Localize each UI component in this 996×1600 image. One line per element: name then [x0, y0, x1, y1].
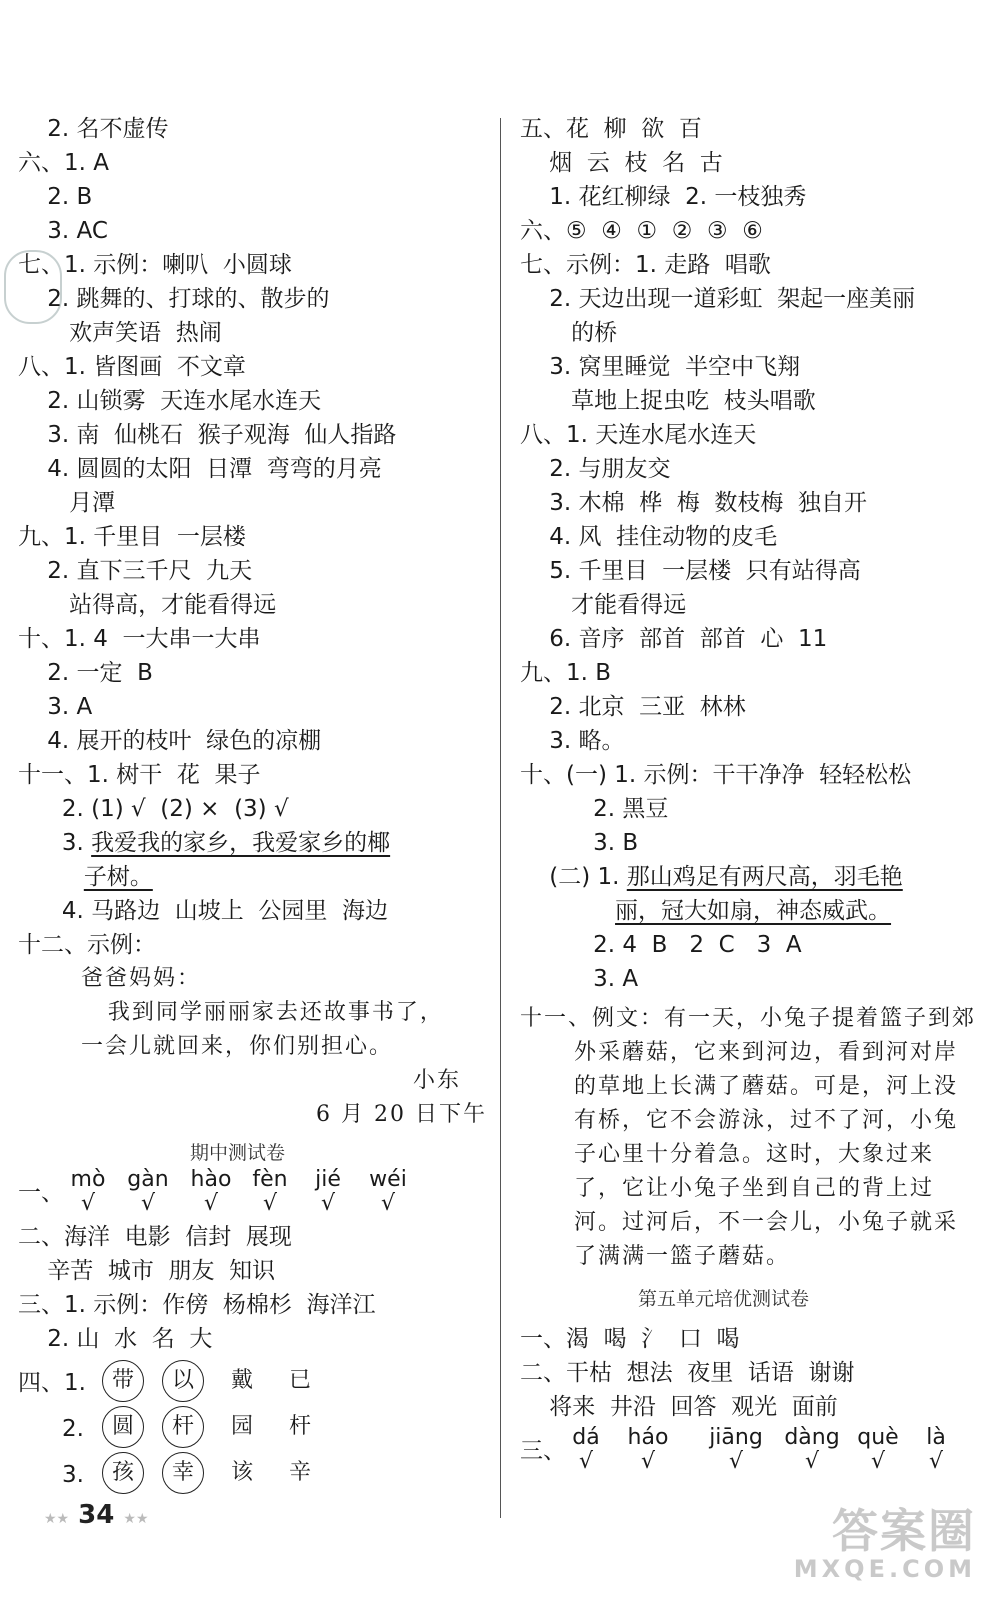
watermark-logo: [793, 1504, 976, 1584]
pinyin-item: hào √: [190, 1167, 232, 1216]
answer-line: 3. A: [520, 966, 639, 992]
pinyin-item: mò √: [70, 1167, 106, 1216]
answer-line: 九、1. B: [520, 660, 612, 686]
answer-line: 2. 黑豆: [520, 796, 669, 822]
pinyin-item: háo √: [627, 1425, 669, 1474]
circled-char: 圆: [102, 1406, 144, 1448]
answer-line: 十二、示例：: [18, 932, 156, 958]
answer-line: 站得高，才能看得远: [18, 592, 277, 618]
plain-char: 该: [230, 1460, 253, 1485]
circled-char: 幸: [162, 1452, 204, 1494]
plain-char: 园: [230, 1414, 253, 1439]
answer-line: 九、1. 千里目 一层楼: [18, 524, 246, 550]
answer-line: 二、海洋 电影 信封 展现: [18, 1224, 292, 1250]
pinyin-row: [556, 1426, 986, 1476]
watermark-url: MXQE.COM: [793, 1555, 976, 1583]
answer-line: 4. 圆圆的太阳 日潭 弯弯的月亮: [18, 456, 382, 482]
answer-line: 3. 南 仙桃石 猴子观海 仙人指路: [18, 422, 397, 448]
answer-line: 辛苦 城市 朋友 知识: [18, 1258, 276, 1284]
letter-date: 6 月 20 日下午: [316, 1102, 487, 1127]
letter-body: 一会儿就回来，你们别担心。: [18, 1034, 393, 1059]
answer-line-underlined: (二) 1. 那山鸡足有两尺高，羽毛艳: [520, 864, 903, 890]
pinyin-item: là √: [926, 1425, 946, 1474]
answer-line: 的桥: [520, 320, 618, 346]
essay-line: 有桥，它不会游泳，过不了河，小兔: [520, 1108, 958, 1133]
answer-line: 十、(一) 1. 示例：干干净净 轻轻松松: [520, 762, 912, 788]
answer-line: 2. (1) √ (2) × (3) √: [18, 796, 289, 822]
pinyin-item: dàng √: [784, 1425, 840, 1474]
answer-line: 七、1. 示例：喇叭 小圆球: [18, 252, 292, 278]
plain-char: 杆: [288, 1414, 311, 1439]
plain-char: 辛: [288, 1460, 311, 1485]
answer-line: 2. 与朋友交: [520, 456, 671, 482]
essay-line: 的草地上长满了蘑菇。可是，河上没: [520, 1074, 958, 1099]
answer-line: 2. 天边出现一道彩虹 架起一座美丽: [520, 286, 916, 312]
pinyin-item: jié √: [315, 1167, 341, 1216]
section-title-midterm: 期中测试卷: [190, 1142, 286, 1164]
question-label: 2.: [62, 1416, 84, 1442]
answer-line: 2. 直下三千尺 九天: [18, 558, 253, 584]
answer-line: 3. 木棉 桦 梅 数枝梅 独自开: [520, 490, 867, 516]
answer-line: 一、渴 喝 氵 口 喝: [520, 1326, 740, 1352]
pinyin-item: jiāng √: [709, 1425, 763, 1474]
star-icon: ★★: [123, 1511, 149, 1527]
answer-line: 3. AC: [18, 218, 108, 244]
answer-line-underlined: 丽，冠大如扇，神态威武。: [615, 898, 892, 924]
essay-line: 了，它让小兔子坐到自己的背上过: [520, 1176, 934, 1201]
answer-line: 六、⑤ ④ ① ② ③ ⑥: [520, 218, 763, 244]
answer-line: 3. B: [520, 830, 639, 856]
answer-line: 2. 4 B 2 C 3 A: [520, 932, 802, 958]
answer-line: 2. 山锁雾 天连水尾水连天: [18, 388, 322, 414]
letter-body: 我到同学丽丽家去还故事书了，: [18, 1000, 444, 1025]
answer-line: 七、示例：1. 走路 唱歌: [520, 252, 771, 278]
answer-line: 欢声笑语 热闹: [18, 320, 222, 346]
answer-line: 1. 花红柳绿 2. 一枝独秀: [520, 184, 807, 210]
circled-row: [102, 1406, 338, 1450]
answer-line: 八、1. 天连水尾水连天: [520, 422, 757, 448]
answer-line: 4. 展开的枝叶 绿色的凉棚: [18, 728, 322, 754]
answer-line: 烟 云 枝 名 古: [520, 150, 723, 176]
star-icon: ★★: [44, 1511, 70, 1527]
letter-greeting: 爸爸妈妈：: [18, 966, 201, 991]
answer-line: 4. 风 挂住动物的皮毛: [520, 524, 778, 550]
answer-line-underlined: 子树。: [83, 864, 153, 890]
answer-line-underlined: 3. 我爱我的家乡，我爱家乡的椰: [18, 830, 391, 856]
section-title-unit5: 第五单元培优测试卷: [638, 1288, 810, 1310]
circled-char: 以: [162, 1360, 204, 1402]
circled-char: 带: [102, 1360, 144, 1402]
circled-row: [102, 1360, 338, 1404]
answer-line: 三、1. 示例：作傍 杨棉杉 海洋江: [18, 1292, 376, 1318]
answer-line: 二、干枯 想法 夜里 话语 谢谢: [520, 1360, 855, 1386]
answer-line: 六、1. A: [18, 150, 109, 176]
answer-line: 2. 名不虚传: [18, 116, 169, 142]
answer-line: 3. 窝里睡觉 半空中飞翔: [520, 354, 801, 380]
essay-line: 了满满一篮子蘑菇。: [520, 1244, 790, 1269]
plain-char: 已: [288, 1368, 311, 1393]
answer-line: 4. 马路边 山坡上 公园里 海边: [18, 898, 388, 924]
answer-line: 2. 山 水 名 大: [18, 1326, 213, 1352]
pinyin-item: dá √: [572, 1425, 600, 1474]
answer-line: 才能看得远: [520, 592, 687, 618]
answer-line: 2. 一定 B: [18, 660, 153, 686]
pinyin-item: què √: [857, 1425, 899, 1474]
circled-row: [102, 1452, 338, 1496]
answer-line: 3. A: [18, 694, 93, 720]
answer-line: 2. B: [18, 184, 93, 210]
plain-char: 戴: [230, 1368, 253, 1393]
pinyin-row: [58, 1168, 458, 1218]
pinyin-item: fèn √: [252, 1167, 288, 1216]
pinyin-item: gàn √: [127, 1167, 169, 1216]
answer-line: 十、1. 4 一大串一大串: [18, 626, 261, 652]
answer-line: 五、花 柳 欲 百: [520, 116, 702, 142]
question-label: 一、: [18, 1180, 64, 1206]
answer-line: 5. 千里目 一层楼 只有站得高: [520, 558, 861, 584]
answer-line: 将来 井沿 回答 观光 面前: [520, 1394, 838, 1420]
answer-line: 3. 略。: [520, 728, 625, 754]
answer-line: 十一、1. 树干 花 果子: [18, 762, 261, 788]
question-label: 四、1.: [18, 1370, 86, 1396]
circled-char: 杆: [162, 1406, 204, 1448]
answer-line: 2. 跳舞的、打球的、散步的: [18, 286, 330, 312]
essay-line: 十一、例文：有一天，小兔子提着篮子到郊: [520, 1006, 977, 1031]
essay-line: 河。过河后，不一会儿，小兔子就采: [520, 1210, 958, 1235]
question-label: 3.: [62, 1462, 84, 1488]
essay-line: 外采蘑菇，它来到河边，看到河对岸: [520, 1040, 958, 1065]
answer-line: 草地上捉虫吃 枝头唱歌: [520, 388, 816, 414]
answer-line: 八、1. 皆图画 不文章: [18, 354, 246, 380]
letter-signature: 小东: [413, 1068, 462, 1093]
page-number: [44, 1500, 149, 1530]
page-number-value: 34: [78, 1500, 115, 1530]
watermark-text: 答案圈: [832, 1504, 976, 1558]
question-label: 三、: [520, 1438, 566, 1464]
column-divider: [500, 118, 501, 1518]
answer-line: 6. 音序 部首 部首 心 11: [520, 626, 828, 652]
essay-line: 子心里十分着急。这时，大象过来: [520, 1142, 934, 1167]
pinyin-item: wéi √: [369, 1167, 407, 1216]
answer-line: 月潭: [18, 490, 116, 516]
circled-char: 孩: [102, 1452, 144, 1494]
answer-line: 2. 北京 三亚 林林: [520, 694, 746, 720]
